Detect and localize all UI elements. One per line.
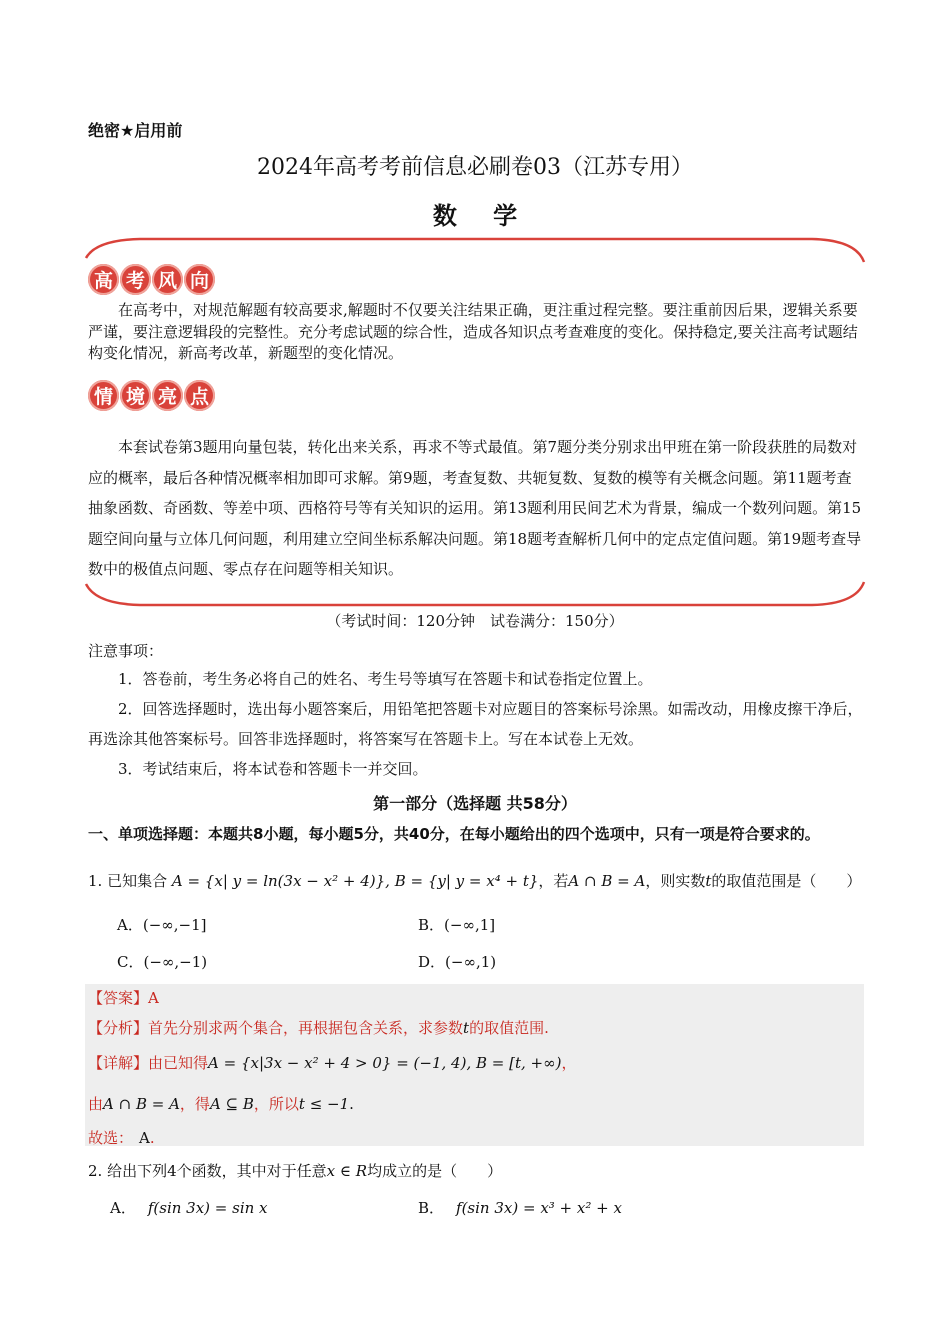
q1-option-a[interactable] <box>117 914 207 935</box>
secret-label: 绝密★启用前 <box>88 121 183 140</box>
notes-title: 注意事项： <box>88 642 164 660</box>
option-value: f(sin 3x) = sin x <box>147 1199 268 1217</box>
q1-set-a: A = {x| y = ln(3x − x² + 4)} <box>171 872 386 890</box>
answer-value: A <box>148 989 159 1007</box>
bottom-arc <box>86 582 864 605</box>
badge-char: 点 <box>184 380 215 411</box>
note-item: 3．考试结束后，将本试卷和答题卡一并交回。 <box>118 760 428 778</box>
l2-b: ，得 <box>179 1095 210 1113</box>
q2-suffix: 均成立的是（ ） <box>367 1162 503 1180</box>
badge-char: 境 <box>120 380 151 411</box>
q2-option-b[interactable] <box>418 1197 622 1218</box>
highlight-paragraph: 本套试卷第3题用向量包装，转化出来关系，再求不等式最值。第7题分类分别求出甲班在第一阶段获胜的局数对应的概率，最后各种情况概率相加即可求解。第9题，考查复数、共轭复数、复数的模等有关概念问题。第11题考查抽象函数、奇函数、等差中项、西格符号等有关知识的运用。第13题利用民间艺术为背景，编成一个数列问题。第15题空间向量与立体几何问题，利用建立空间坐标系解决问题。第18题考查解析几何中的定点定值问题。第19题考查导数中的极值点问题、零点存在问题等相关知识。 <box>88 438 862 578</box>
analysis-line <box>88 1017 549 1038</box>
badge-char: 高 <box>88 264 119 295</box>
q2-var: x ∈ R <box>326 1162 368 1180</box>
subject-title: 数 学 <box>432 201 532 230</box>
q1-option-d[interactable] <box>418 951 496 972</box>
badge-char: 向 <box>184 264 215 295</box>
note-item: 2．回答选择题时，选出每小题答案后，用铅笔把答题卡对应题目的答案标号涂黑。如需改动，用橡皮擦干净后，再选涂其他答案标号。回答非选择题时，将答案写在答题卡上。写在本试卷上无效。 <box>88 700 863 748</box>
part-title: 第一部分（选择题 共58分） <box>373 794 577 813</box>
choose-tag: 故选： <box>88 1129 134 1147</box>
highlight-badge <box>88 380 215 411</box>
q1-cond-pre: ，若 <box>538 872 569 890</box>
option-label: A． <box>110 1199 136 1217</box>
option-label: C． <box>117 953 144 971</box>
question-1 <box>88 870 861 891</box>
analysis-tag: 【分析】 <box>88 1019 149 1037</box>
detail-end: ， <box>561 1054 577 1072</box>
q2-option-a[interactable] <box>110 1197 268 1218</box>
q1-suffix: 的取值范围是（ ） <box>711 872 862 890</box>
choose-end: . <box>149 1129 155 1147</box>
analysis-text: 首先分别求两个集合，再根据包含关系，求参数 <box>148 1019 464 1037</box>
option-label: A． <box>117 916 143 934</box>
q1-option-b[interactable] <box>418 914 495 935</box>
analysis-var: t <box>463 1019 470 1037</box>
option-value: (−∞,−1] <box>142 916 207 934</box>
badge-char: 风 <box>152 264 183 295</box>
detail-line-2 <box>88 1093 354 1114</box>
q1-var: t <box>705 872 712 890</box>
choose-value: A <box>139 1129 150 1147</box>
exam-info: （考试时间：120分钟 试卷满分：150分） <box>326 612 624 630</box>
option-value: (−∞,−1) <box>143 953 208 971</box>
option-label: B． <box>418 916 445 934</box>
l2-m2: A ⊆ B <box>209 1095 254 1113</box>
q2-mid: 个函数，其中对于任意 <box>176 1162 327 1180</box>
option-label: B． <box>418 1199 445 1217</box>
option-label: D． <box>418 953 446 971</box>
page-title: 2024年高考考前信息必刷卷03（江苏专用） <box>257 155 693 180</box>
detail-pre: 由已知得 <box>148 1054 209 1072</box>
l2-d: . <box>349 1095 354 1113</box>
q1-option-c[interactable] <box>117 951 207 972</box>
badge-char: 考 <box>120 264 151 295</box>
badge-char: 亮 <box>152 380 183 411</box>
option-value: f(sin 3x) = x³ + x² + x <box>456 1199 622 1217</box>
detail-math: A = {x|3x − x² + 4 > 0} = (−1, 4), B = [t, +∞) <box>208 1054 562 1072</box>
l2-c: ，所以 <box>253 1095 299 1113</box>
answer-line <box>88 987 159 1008</box>
q2-num: 4 <box>167 1162 177 1180</box>
option-value: (−∞,1) <box>445 953 497 971</box>
l2-m3: t ≤ −1 <box>298 1095 350 1113</box>
option-value: (−∞,1] <box>444 916 496 934</box>
q1-prefix: 1. 已知集合 <box>88 872 168 890</box>
note-item: 1．答卷前，考生务必将自己的姓名、考生号等填写在答题卡和试卷指定位置上。 <box>118 670 653 688</box>
l2-a: 由 <box>88 1095 104 1113</box>
detail-line <box>88 1052 576 1073</box>
section-heading: 一、单项选择题：本题共8小题，每小题5分，共40分，在每小题给出的四个选项中，只有一项是符合要求的。 <box>88 825 820 843</box>
q2-prefix: 2. 给出下列 <box>88 1162 168 1180</box>
l2-m1: A ∩ B = A <box>103 1095 180 1113</box>
trend-paragraph: 在高考中，对规范解题有较高要求,解题时不仅要关注结果正确，更注重过程完整。要注重前因后果，逻辑关系要严谨，要注意逻辑段的完整性。充分考虑试题的综合性，造成各知识点考查难度的变化。保持稳定,要关注高考试题结构变化情况，新高考改革，新题型的变化情况。 <box>88 301 858 362</box>
detail-tag: 【详解】 <box>88 1054 149 1072</box>
answer-tag: 【答案】 <box>88 989 149 1007</box>
trend-badge <box>88 264 215 295</box>
q1-set-b: , B = {y| y = x⁴ + t} <box>385 872 539 890</box>
q1-cond-post: ，则实数 <box>645 872 706 890</box>
question-2 <box>88 1160 502 1181</box>
top-arc <box>86 239 864 262</box>
q1-cond: A ∩ B = A <box>568 872 646 890</box>
analysis-end: 的取值范围. <box>469 1019 549 1037</box>
choose-line <box>88 1127 155 1148</box>
badge-char: 情 <box>88 380 119 411</box>
